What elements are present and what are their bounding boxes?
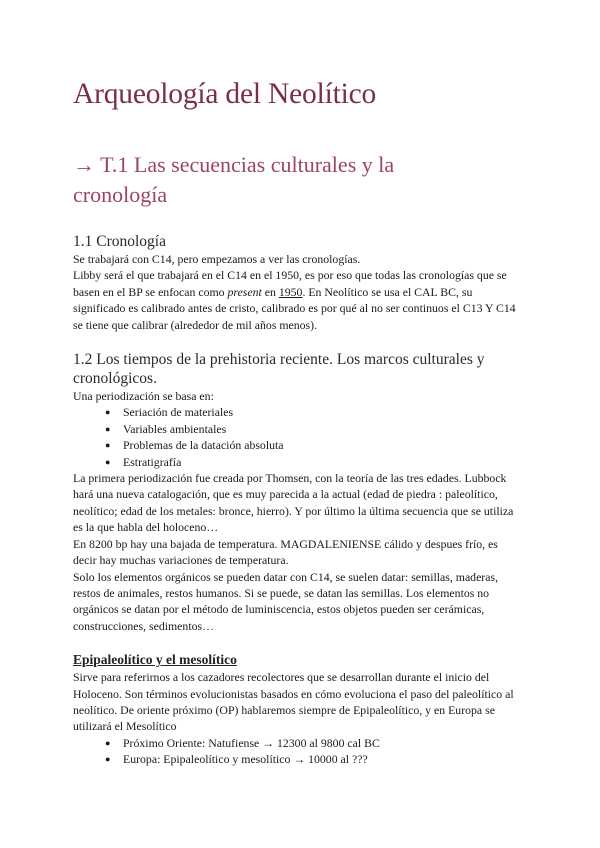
chapter-title-line-2: cronología bbox=[73, 182, 168, 207]
bullet-icon: ● bbox=[105, 407, 111, 418]
italic-text: present bbox=[227, 284, 262, 299]
bullet-icon: ● bbox=[105, 456, 111, 467]
paragraph-line: neolítico. De oriente próximo (OP) hablaremos siempre de Epipaleolítico, y en Europa se bbox=[73, 702, 495, 717]
subheading-epipaleolitico: Epipaleolítico y el mesolítico bbox=[73, 652, 237, 668]
paragraph-line: significado es calibrado antes de cristo, calibrado es por qué al no ser continuos el C13 Y C14 bbox=[73, 301, 516, 316]
section-heading-line-1: 1.2 Los tiempos de la prehistoria reciente. Los marcos culturales y bbox=[73, 351, 485, 369]
list-item bbox=[105, 454, 540, 470]
document-title: Arqueología del Neolítico bbox=[73, 78, 377, 110]
list-item-text: Europa: Epipaleolítico y mesolítico → 10000 al ??? bbox=[123, 752, 368, 767]
bullet-list-periodizacion bbox=[73, 404, 540, 470]
chapter-title bbox=[73, 150, 540, 210]
paragraph-line: restos de animales, restos humanos. Si se puede, se datan las semillas. Los elementos no bbox=[73, 585, 490, 600]
paragraph-line: neolítico; edad de los metales: bronce, hierro). Y por último la última secuencia que se utiliza bbox=[73, 503, 514, 518]
section-body-tiempos bbox=[73, 388, 540, 634]
paragraph-line: decir hay muchas variaciones de temperatura. bbox=[73, 553, 289, 568]
paragraph-line: Se trabajará con C14, pero empezamos a ver las cronologías. bbox=[73, 252, 361, 266]
list-item-text: Próximo Oriente: Natufiense → 12300 al 9800 cal BC bbox=[123, 735, 380, 750]
underlined-year: 1950 bbox=[278, 284, 303, 299]
section-heading-tiempos bbox=[73, 350, 540, 388]
paragraph-line: hará una nueva catalogación, que es muy parecida a la actual (edad de piedra : paleolítico, bbox=[73, 487, 498, 502]
paragraph-line: se tiene que calibrar (alrededor de mil años menos). bbox=[73, 317, 318, 332]
paragraph-line: Sirve para referirnos a los cazadores recolectores que se desarrollan durante el inicio del bbox=[73, 670, 490, 685]
list-item bbox=[105, 735, 540, 751]
text-run: en bbox=[261, 284, 279, 299]
bullet-icon: ● bbox=[105, 754, 111, 765]
bullet-icon: ● bbox=[105, 423, 111, 434]
paragraph-line: La primera periodización fue creada por Thomsen, con la teoría de las tres edades. Lubbock bbox=[73, 471, 507, 486]
paragraph-line: orgánicos se datan por el método de luminiscencia, estos objetos pueden ser cerámicas, bbox=[73, 602, 485, 617]
section-body-cronologia bbox=[73, 251, 540, 333]
list-item-text: Seriación de materiales bbox=[123, 405, 234, 420]
text-run: basen en el BP se enfocan como bbox=[73, 284, 228, 299]
paragraph-line: Solo los elementos orgánicos se pueden datar con C14, se suelen datar: semillas, maderas, bbox=[73, 569, 499, 584]
list-item-text: Variables ambientales bbox=[123, 421, 227, 436]
list-intro: Una periodización se basa en: bbox=[73, 389, 214, 404]
text-run: . En Neolítico se usa el CAL BC, su bbox=[302, 284, 473, 299]
list-item bbox=[105, 437, 540, 453]
bullet-icon: ● bbox=[105, 737, 111, 748]
paragraph-line: Libby será el que trabajará en el C14 en el 1950, es por eso que todas las cronologías que se bbox=[73, 268, 507, 283]
chapter-title-line-1: → T.1 Las secuencias culturales y la bbox=[73, 152, 395, 177]
bullet-list-cronologias bbox=[73, 735, 540, 768]
list-item bbox=[105, 421, 540, 437]
section-body-epipaleolitico bbox=[73, 669, 540, 767]
list-item bbox=[105, 404, 540, 420]
paragraph-line: En 8200 bp hay una bajada de temperatura. MAGDALENIENSE cálido y despues frío, es bbox=[73, 536, 498, 551]
list-item-text: Problemas de la datación absoluta bbox=[123, 438, 284, 453]
paragraph-line: utilizará el Mesolítico bbox=[73, 719, 177, 734]
paragraph-line: es la que habla del holoceno… bbox=[73, 520, 219, 535]
paragraph-line bbox=[73, 284, 540, 300]
list-item bbox=[105, 751, 540, 767]
section-heading-line-2: cronológicos. bbox=[73, 370, 157, 388]
paragraph-line: Holoceno. Son términos evolucionistas basados en cómo evoluciona el paso del paleolítico al bbox=[73, 686, 514, 701]
bullet-icon: ● bbox=[105, 440, 111, 451]
paragraph-line: construcciones, sedimentos… bbox=[73, 618, 214, 633]
section-heading-cronologia: 1.1 Cronología bbox=[73, 233, 166, 250]
list-item-text: Estratigrafía bbox=[123, 454, 182, 469]
